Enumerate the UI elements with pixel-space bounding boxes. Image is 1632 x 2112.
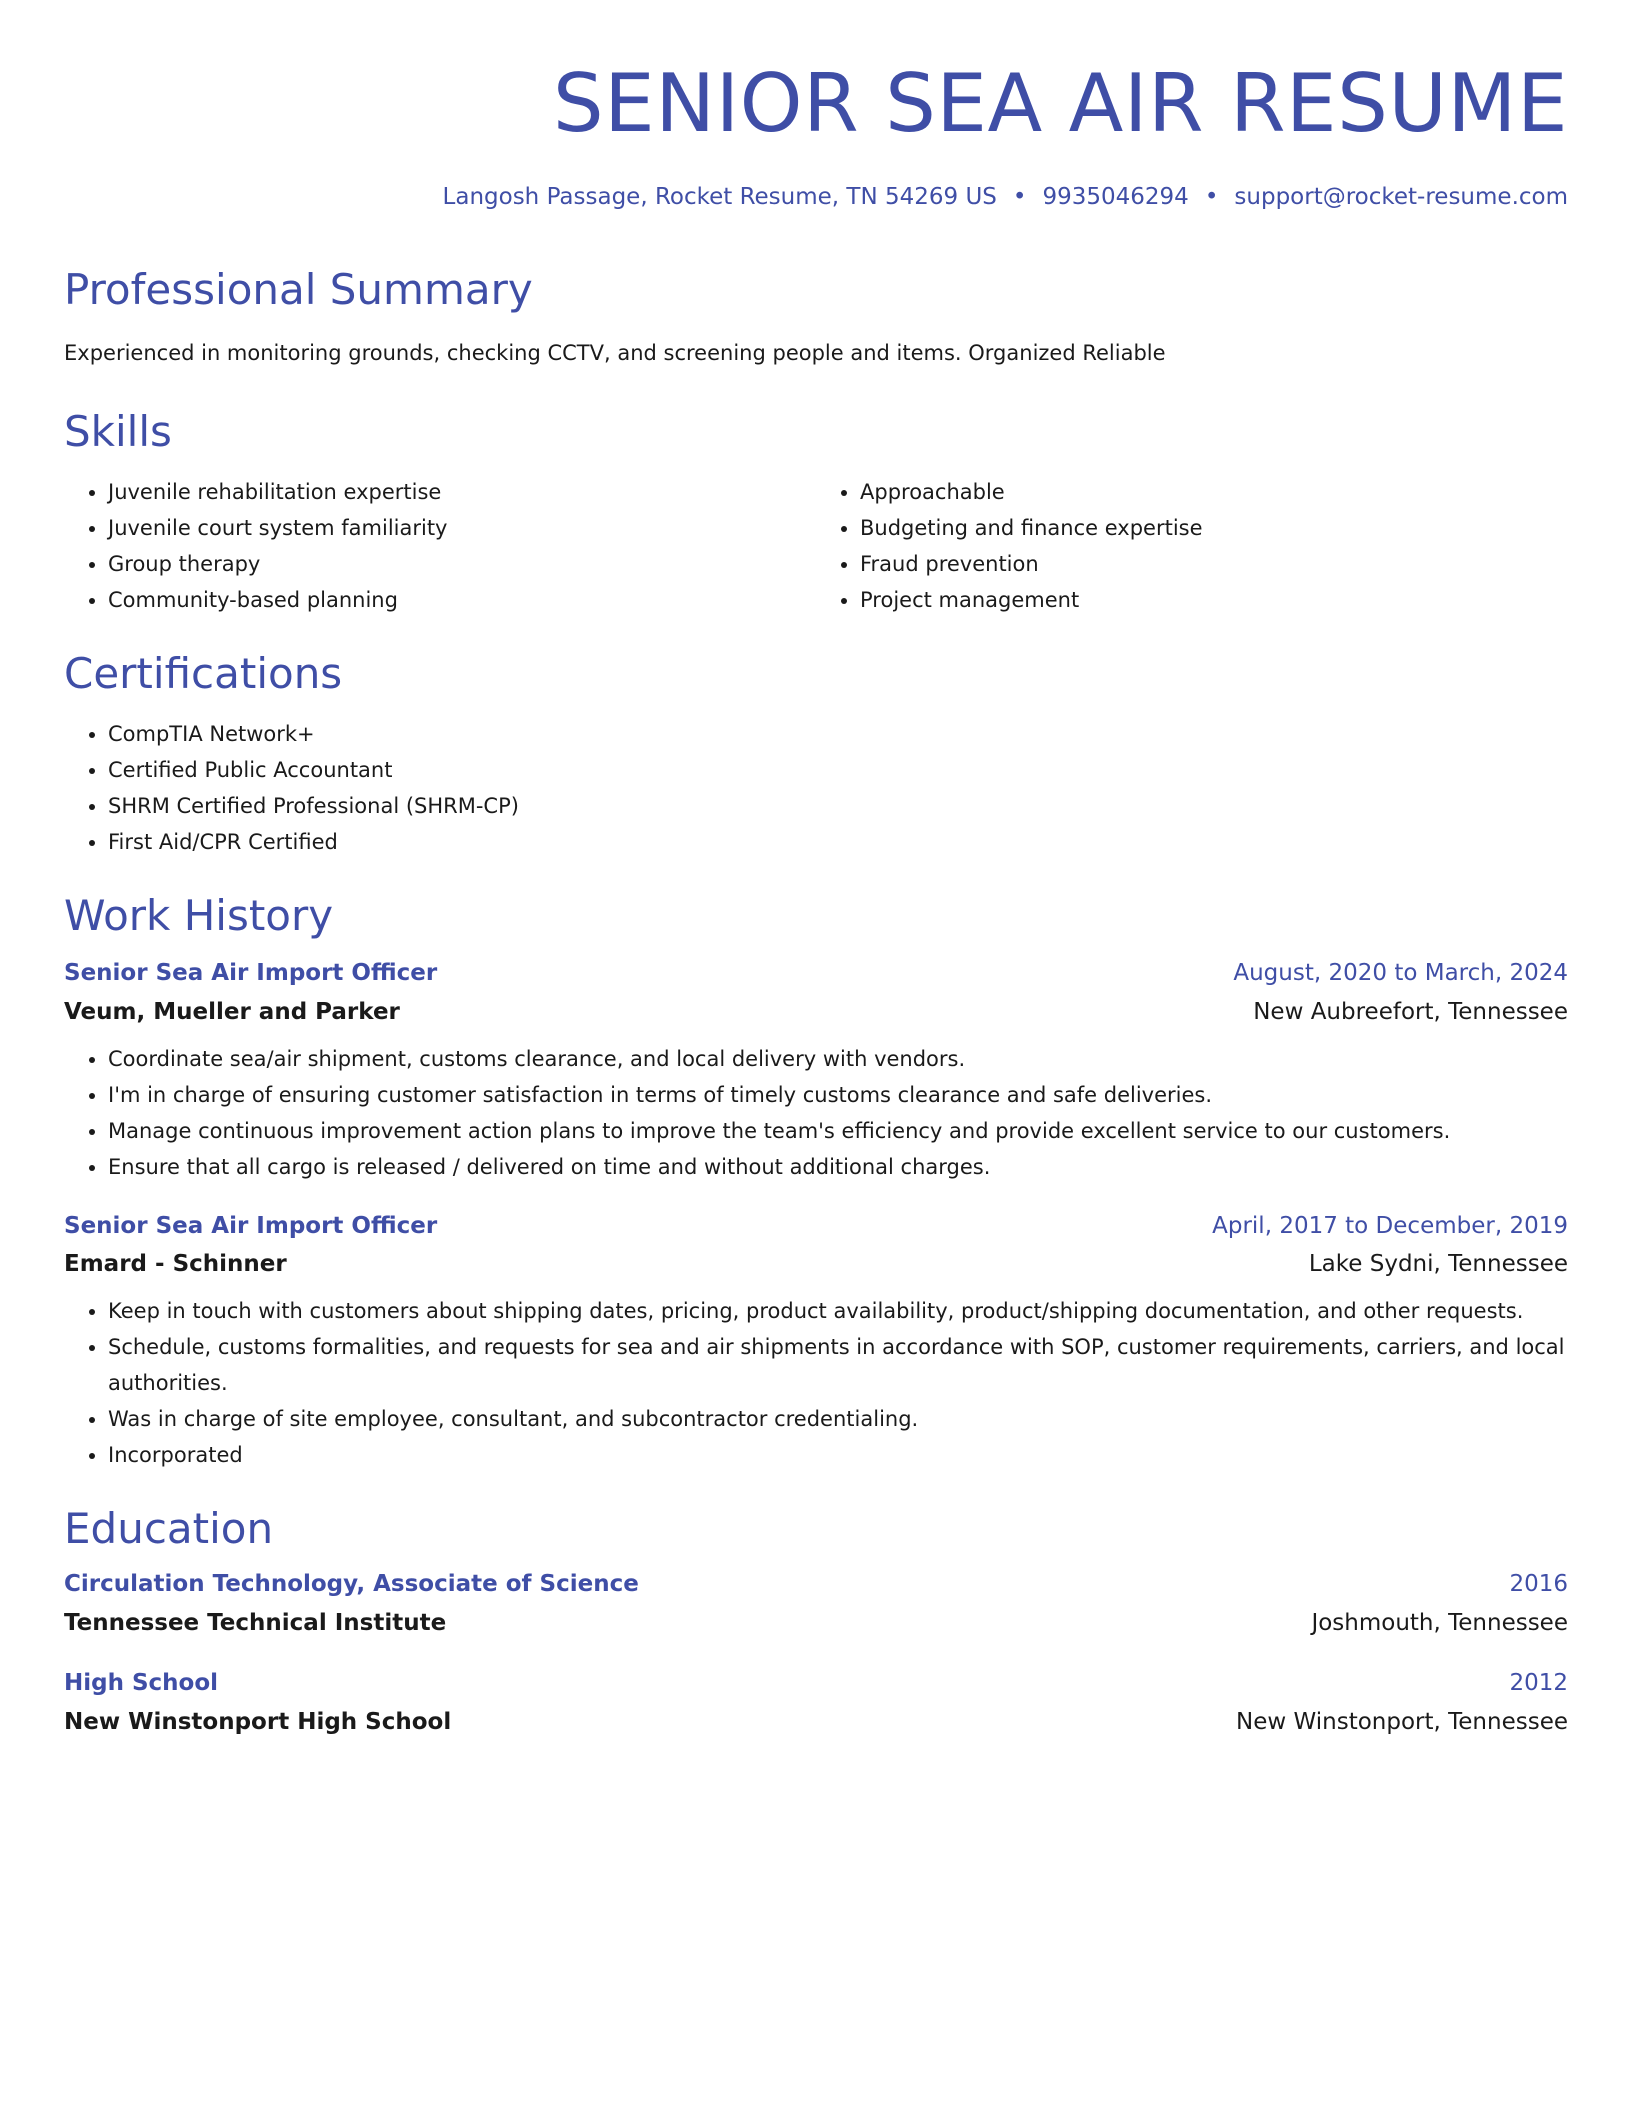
job-bullets: [64, 1041, 1568, 1185]
certification-item: • SHRM Certified Professional (SHRM-CP): [108, 788, 1568, 824]
job-company-row: [64, 997, 1568, 1027]
skills-heading: Skills: [64, 407, 172, 456]
certifications-heading: Certifications: [64, 649, 343, 698]
job-dates: April, 2017 to December, 2019: [1212, 1213, 1568, 1239]
contact-separator: •: [1012, 184, 1027, 210]
certification-item: • Certified Public Accountant: [108, 752, 1568, 788]
education-entry: [64, 1668, 1568, 1737]
education-school: New Winstonport High School: [64, 1709, 452, 1735]
job-bullet: • Was in charge of site employee, consultant, and subcontractor credentialing.: [108, 1401, 1568, 1437]
skill-item: • Project management: [860, 582, 1568, 618]
skill-item: • Juvenile court system familiarity: [108, 510, 816, 546]
education-entry: [64, 1569, 1568, 1638]
contact-line: [64, 182, 1568, 212]
job-bullet: • Ensure that all cargo is released / delivered on time and without additional charges.: [108, 1149, 1568, 1185]
skills-column-left: [64, 474, 816, 618]
contact-email[interactable]: support@rocket-resume.com: [1234, 184, 1568, 210]
education-year: 2016: [1509, 1571, 1568, 1597]
job-title: Senior Sea Air Import Officer: [64, 960, 438, 986]
job-bullet: • Keep in touch with customers about shipping dates, pricing, product availability, product/shipping documentation, and other requests.: [108, 1293, 1568, 1329]
education-heading: Education: [64, 1504, 274, 1553]
education-school-row: [64, 1608, 1568, 1638]
education-location: New Winstonport, Tennessee: [1236, 1709, 1568, 1735]
summary-text: Experienced in monitoring grounds, checking CCTV, and screening people and items. Organized Reliable: [64, 341, 1166, 365]
resume-title: SENIOR SEA AIR RESUME: [552, 57, 1568, 150]
skill-item: • Community-based planning: [108, 582, 816, 618]
education-location: Joshmouth, Tennessee: [1311, 1610, 1568, 1636]
education-degree: Circulation Technology, Associate of Science: [64, 1571, 639, 1597]
skill-item: • Fraud prevention: [860, 546, 1568, 582]
summary-heading: Professional Summary: [64, 265, 533, 314]
contact-separator: •: [1204, 184, 1219, 210]
job-location: Lake Sydni, Tennessee: [1308, 1251, 1568, 1277]
job-company: Emard - Schinner: [64, 1251, 287, 1277]
job-bullet: • Schedule, customs formalities, and requests for sea and air shipments in accordance with SOP, customer requirements, carriers, and local authorities.: [108, 1329, 1568, 1401]
job-bullet: • Coordinate sea/air shipment, customs clearance, and local delivery with vendors.: [108, 1041, 1568, 1077]
job-bullet: • I'm in charge of ensuring customer satisfaction in terms of timely customs clearance and safe deliveries.: [108, 1077, 1568, 1113]
job-entry: [64, 958, 1568, 1185]
work-history-heading: Work History: [64, 891, 334, 940]
education-header-row: [64, 1569, 1568, 1599]
education-year: 2012: [1509, 1670, 1568, 1696]
skill-item: • Group therapy: [108, 546, 816, 582]
skills-list-left: [64, 474, 816, 618]
skills-list-right: [816, 474, 1568, 618]
education-header-row: [64, 1668, 1568, 1698]
job-bullets: [64, 1293, 1568, 1473]
skill-item: • Juvenile rehabilitation expertise: [108, 474, 816, 510]
job-bullet: • Manage continuous improvement action plans to improve the team's efficiency and provide excellent service to our customers.: [108, 1113, 1568, 1149]
skill-item: • Budgeting and finance expertise: [860, 510, 1568, 546]
skill-item: • Approachable: [860, 474, 1568, 510]
job-entry: [64, 1211, 1568, 1473]
job-header-row: [64, 1211, 1568, 1241]
certification-item: • First Aid/CPR Certified: [108, 824, 1568, 860]
job-dates: August, 2020 to March, 2024: [1233, 960, 1568, 986]
education-school-row: [64, 1707, 1568, 1737]
certification-item: • CompTIA Network+: [108, 716, 1568, 752]
skills-grid: [64, 474, 1568, 618]
job-company-row: [64, 1249, 1568, 1279]
job-title: Senior Sea Air Import Officer: [64, 1213, 438, 1239]
contact-phone: 9935046294: [1042, 184, 1189, 210]
job-bullet: • Incorporated: [108, 1437, 1568, 1473]
education-degree: High School: [64, 1670, 219, 1696]
job-company: Veum, Mueller and Parker: [64, 999, 400, 1025]
job-header-row: [64, 958, 1568, 988]
contact-address: Langosh Passage, Rocket Resume, TN 54269 US: [442, 184, 997, 210]
skills-column-right: [816, 474, 1568, 618]
certifications-list: [64, 716, 1568, 860]
education-school: Tennessee Technical Institute: [64, 1610, 447, 1636]
job-location: New Aubreefort, Tennessee: [1253, 999, 1568, 1025]
